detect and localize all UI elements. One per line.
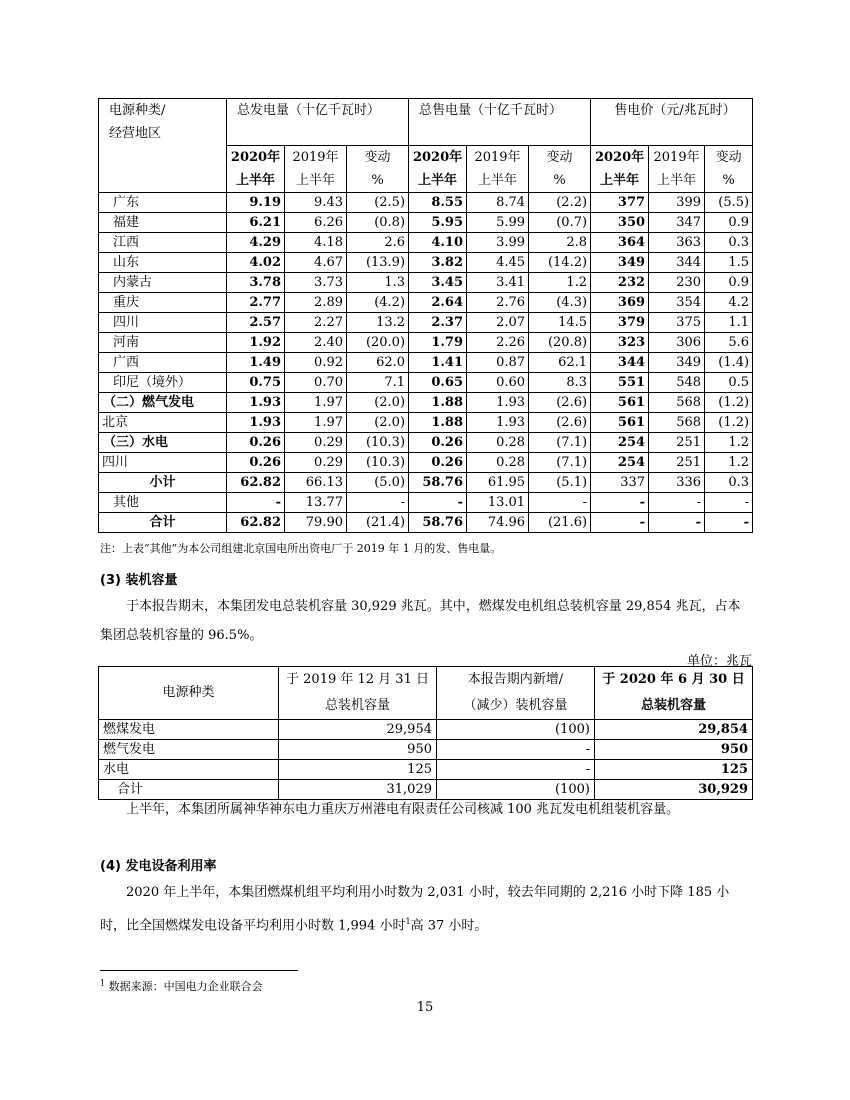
header-sold: 总售电量（十亿千瓦时） [409, 99, 591, 146]
subheader-2020h1: 2020年 上半年 [591, 146, 649, 193]
cell-value: 2.07 [467, 313, 529, 333]
cell-value: (21.6) [529, 513, 591, 533]
cell-value: (2.0) [347, 393, 409, 413]
cell-value: - [705, 493, 753, 513]
cell-value: 1.97 [285, 413, 347, 433]
cell-value: - [649, 493, 705, 513]
cell-value: 1.93 [227, 413, 285, 433]
footnote-ref: 1 [405, 917, 411, 926]
row-label: 印尼（境外） [99, 373, 227, 393]
generation-table [98, 98, 753, 533]
cell-value: 0.5 [705, 373, 753, 393]
cell-value: (4.2) [347, 293, 409, 313]
cell-value: 9.19 [227, 193, 285, 213]
cell-value: 0.65 [409, 373, 467, 393]
cell-value: 251 [649, 453, 705, 473]
cell-value: 251 [649, 433, 705, 453]
cell-value: 337 [591, 473, 649, 493]
cell-value: 4.67 [285, 253, 347, 273]
section-4-text-a: 2020 年上半年，本集团燃煤机组平均利用小时数为 2,031 小时，较去年同期的 2,216 小时下降 185 小时，比全国燃煤发电设备平均利用小时数 1,994 小时 [100, 885, 730, 934]
table-row [99, 373, 753, 393]
cell-value: 29,954 [279, 720, 437, 740]
cell-value: - [437, 740, 595, 760]
row-label: 北京 [99, 413, 227, 433]
header-source: 电源种类 [99, 667, 279, 720]
table-row [99, 273, 753, 293]
cell-value: - [409, 493, 467, 513]
table-row [99, 213, 753, 233]
cell-value: 62.0 [347, 353, 409, 373]
cell-value: 1.79 [409, 333, 467, 353]
cell-value: 4.45 [467, 253, 529, 273]
cell-value: (0.8) [347, 213, 409, 233]
cell-value: 1.88 [409, 413, 467, 433]
section-4-title: (4) 发电设备利用率 [100, 859, 217, 874]
subheader-2019h1: 2019年 上半年 [467, 146, 529, 193]
cell-value: 3.78 [227, 273, 285, 293]
page-number: 15 [416, 1000, 434, 1015]
cell-value: 13.77 [285, 493, 347, 513]
row-label: （三）水电 [99, 433, 227, 453]
table-row [99, 740, 753, 760]
cell-value: 306 [649, 333, 705, 353]
cell-value: 399 [649, 193, 705, 213]
table-row [99, 493, 753, 513]
cell-value: 9.43 [285, 193, 347, 213]
cell-value: 8.55 [409, 193, 467, 213]
cell-value: 14.5 [529, 313, 591, 333]
cell-value: 4.10 [409, 233, 467, 253]
cell-value: 0.26 [409, 433, 467, 453]
header-generation: 总发电量（十亿千瓦时） [227, 99, 409, 146]
row-label: 山东 [99, 253, 227, 273]
cell-value: 347 [649, 213, 705, 233]
subheader-2019h1: 2019年 上半年 [285, 146, 347, 193]
cell-value: (20.8) [529, 333, 591, 353]
header-source-region: 电源种类/ 经营地区 [99, 99, 227, 193]
cell-value: 5.99 [467, 213, 529, 233]
table-row [99, 453, 753, 473]
cell-value: 950 [279, 740, 437, 760]
footnote-mark: 1 [100, 978, 106, 988]
section-4-text-b: 高 37 小时。 [410, 918, 488, 934]
cell-value: 6.26 [285, 213, 347, 233]
cell-value: (10.3) [347, 433, 409, 453]
cell-value: 349 [591, 253, 649, 273]
cell-value: 0.92 [285, 353, 347, 373]
capacity-change-paragraph: 上半年，本集团所属神华神东电力重庆万州港电有限责任公司核减 100 兆瓦发电机组装机容量。 [126, 802, 680, 817]
cell-value: 2.27 [285, 313, 347, 333]
cell-value: 363 [649, 233, 705, 253]
cell-value: 1.97 [285, 393, 347, 413]
cell-value: 4.2 [705, 293, 753, 313]
cell-value: - [529, 493, 591, 513]
row-label: 广东 [99, 193, 227, 213]
cell-value: 350 [591, 213, 649, 233]
cell-value: 0.70 [285, 373, 347, 393]
row-label: 其他 [99, 493, 227, 513]
cell-value: 4.18 [285, 233, 347, 253]
cell-value: 2.6 [347, 233, 409, 253]
cell-value: 3.82 [409, 253, 467, 273]
cell-value: - [591, 493, 649, 513]
cell-value: (4.3) [529, 293, 591, 313]
cell-value: (2.5) [347, 193, 409, 213]
cell-value: 62.1 [529, 353, 591, 373]
cell-value: (100) [437, 780, 595, 800]
cell-value: 66.13 [285, 473, 347, 493]
cell-value: (20.0) [347, 333, 409, 353]
cell-value: 58.76 [409, 513, 467, 533]
row-label: 广西 [99, 353, 227, 373]
table-row [99, 720, 753, 740]
cell-value: 79.90 [285, 513, 347, 533]
cell-value: 0.26 [409, 453, 467, 473]
cell-value: 13.2 [347, 313, 409, 333]
header-price: 售电价（元/兆瓦时） [591, 99, 753, 146]
footnote [100, 978, 263, 994]
cell-value: 379 [591, 313, 649, 333]
cell-value: 7.1 [347, 373, 409, 393]
cell-value: 551 [591, 373, 649, 393]
cell-value: 2.64 [409, 293, 467, 313]
row-label: 合计 [99, 780, 279, 800]
cell-value: (5.1) [529, 473, 591, 493]
cell-value: (21.4) [347, 513, 409, 533]
cell-value: (2.2) [529, 193, 591, 213]
cell-value: 1.41 [409, 353, 467, 373]
cell-value: 323 [591, 333, 649, 353]
cell-value: 4.29 [227, 233, 285, 253]
cell-value: 0.87 [467, 353, 529, 373]
cell-value: 8.3 [529, 373, 591, 393]
cell-value: 2.8 [529, 233, 591, 253]
cell-value: 3.99 [467, 233, 529, 253]
header-row [99, 667, 753, 720]
table-row [99, 473, 753, 493]
cell-value: 375 [649, 313, 705, 333]
cell-value: - [227, 493, 285, 513]
table-row [99, 233, 753, 253]
section-3-paragraph: 于本报告期末，本集团发电总装机容量 30,929 兆瓦。其中，燃煤发电机组总装机容量 29,854 兆瓦，占本集团总装机容量的 96.5%。 [100, 599, 741, 643]
cell-value: 1.1 [705, 313, 753, 333]
cell-value: 561 [591, 413, 649, 433]
row-label: 河南 [99, 333, 227, 353]
row-label: （二）燃气发电 [99, 393, 227, 413]
subheader-change: 变动 % [705, 146, 753, 193]
capacity-table [98, 666, 753, 800]
cell-value: 2.26 [467, 333, 529, 353]
cell-value: 1.2 [705, 433, 753, 453]
cell-value: (5.0) [347, 473, 409, 493]
cell-value: (13.9) [347, 253, 409, 273]
cell-value: (2.6) [529, 393, 591, 413]
cell-value: 354 [649, 293, 705, 313]
cell-value: (1.4) [705, 353, 753, 373]
header-capacity-2020: 于 2020 年 6 月 30 日 总装机容量 [595, 667, 753, 720]
cell-value: 62.82 [227, 513, 285, 533]
table-row [99, 413, 753, 433]
cell-value: 62.82 [227, 473, 285, 493]
table-row [99, 333, 753, 353]
row-label: 四川 [99, 453, 227, 473]
row-label: 四川 [99, 313, 227, 333]
cell-value: 1.93 [467, 393, 529, 413]
cell-value: 0.28 [467, 453, 529, 473]
cell-value: 336 [649, 473, 705, 493]
cell-value: 1.93 [467, 413, 529, 433]
cell-value: - [649, 513, 705, 533]
cell-value: (7.1) [529, 453, 591, 473]
cell-value: 31,029 [279, 780, 437, 800]
cell-value: 254 [591, 433, 649, 453]
row-label: 合计 [99, 513, 227, 533]
cell-value: 74.96 [467, 513, 529, 533]
cell-value: (1.2) [705, 393, 753, 413]
cell-value: (14.2) [529, 253, 591, 273]
footnote-text: 数据来源：中国电力企业联合会 [108, 980, 263, 993]
table-row [99, 353, 753, 373]
cell-value: (7.1) [529, 433, 591, 453]
cell-value: 232 [591, 273, 649, 293]
cell-value: 568 [649, 413, 705, 433]
cell-value: 254 [591, 453, 649, 473]
cell-value: 1.88 [409, 393, 467, 413]
header-capacity-change: 本报告期内新增/ （减少）装机容量 [437, 667, 595, 720]
cell-value: 0.29 [285, 433, 347, 453]
row-label: 燃煤发电 [99, 720, 279, 740]
cell-value: (100) [437, 720, 595, 740]
cell-value: 5.95 [409, 213, 467, 233]
cell-value: 344 [591, 353, 649, 373]
cell-value: 3.45 [409, 273, 467, 293]
footnote-divider [100, 970, 298, 971]
cell-value: 2.76 [467, 293, 529, 313]
table-row [99, 513, 753, 533]
cell-value: 0.3 [705, 233, 753, 253]
table-row [99, 760, 753, 780]
cell-value: 0.60 [467, 373, 529, 393]
subheader-2020h1: 2020年 上半年 [409, 146, 467, 193]
cell-value: 950 [595, 740, 753, 760]
cell-value: 1.93 [227, 393, 285, 413]
subheader-2019h1: 2019年 上半年 [649, 146, 705, 193]
cell-value: - [705, 513, 753, 533]
cell-value: 4.02 [227, 253, 285, 273]
row-label: 内蒙古 [99, 273, 227, 293]
cell-value: 568 [649, 393, 705, 413]
cell-value: 0.26 [227, 453, 285, 473]
cell-value: 125 [595, 760, 753, 780]
cell-value: 349 [649, 353, 705, 373]
table-row [99, 313, 753, 333]
cell-value: 125 [279, 760, 437, 780]
cell-value: 2.77 [227, 293, 285, 313]
cell-value: 0.29 [285, 453, 347, 473]
row-label: 水电 [99, 760, 279, 780]
cell-value: 364 [591, 233, 649, 253]
cell-value: 0.9 [705, 273, 753, 293]
cell-value: 6.21 [227, 213, 285, 233]
cell-value: 2.40 [285, 333, 347, 353]
cell-value: (2.6) [529, 413, 591, 433]
cell-value: 58.76 [409, 473, 467, 493]
cell-value: 0.3 [705, 473, 753, 493]
cell-value: 377 [591, 193, 649, 213]
cell-value: 3.73 [285, 273, 347, 293]
cell-value: - [437, 760, 595, 780]
cell-value: 2.57 [227, 313, 285, 333]
cell-value: (1.2) [705, 413, 753, 433]
cell-value: 1.49 [227, 353, 285, 373]
cell-value: 0.28 [467, 433, 529, 453]
cell-value: 0.75 [227, 373, 285, 393]
cell-value: (0.7) [529, 213, 591, 233]
cell-value: 369 [591, 293, 649, 313]
header-row [99, 99, 753, 146]
cell-value: 548 [649, 373, 705, 393]
row-label: 燃气发电 [99, 740, 279, 760]
cell-value: - [347, 493, 409, 513]
row-label: 福建 [99, 213, 227, 233]
cell-value: (2.0) [347, 413, 409, 433]
unit-label: 单位：兆瓦 [686, 654, 752, 669]
row-label: 江西 [99, 233, 227, 253]
cell-value: (10.3) [347, 453, 409, 473]
row-label: 重庆 [99, 293, 227, 313]
table-row [99, 193, 753, 213]
cell-value: - [591, 513, 649, 533]
cell-value: 61.95 [467, 473, 529, 493]
cell-value: 5.6 [705, 333, 753, 353]
cell-value: 0.9 [705, 213, 753, 233]
table-row [99, 433, 753, 453]
cell-value: 561 [591, 393, 649, 413]
cell-value: 1.3 [347, 273, 409, 293]
cell-value: 1.2 [705, 453, 753, 473]
cell-value: 1.5 [705, 253, 753, 273]
table-note: 注：上表“其他”为本公司组建北京国电所出资电厂于 2019 年 1 月的发、售电量。 [100, 542, 502, 555]
table-row [99, 393, 753, 413]
section-4-paragraph [100, 878, 752, 940]
cell-value: 1.2 [529, 273, 591, 293]
cell-value: 1.92 [227, 333, 285, 353]
cell-value: 3.41 [467, 273, 529, 293]
cell-value: 30,929 [595, 780, 753, 800]
cell-value: 344 [649, 253, 705, 273]
cell-value: 13.01 [467, 493, 529, 513]
cell-value: 2.37 [409, 313, 467, 333]
cell-value: 0.26 [227, 433, 285, 453]
subheader-change: 变动 % [529, 146, 591, 193]
subheader-2020h1: 2020年 上半年 [227, 146, 285, 193]
table-row [99, 293, 753, 313]
cell-value: 230 [649, 273, 705, 293]
row-label: 小计 [99, 473, 227, 493]
table-row [99, 253, 753, 273]
cell-value: 8.74 [467, 193, 529, 213]
cell-value: (5.5) [705, 193, 753, 213]
cell-value: 29,854 [595, 720, 753, 740]
header-capacity-2019: 于 2019 年 12 月 31 日 总装机容量 [279, 667, 437, 720]
section-3-title: (3) 装机容量 [100, 573, 178, 588]
cell-value: 2.89 [285, 293, 347, 313]
subheader-change: 变动 % [347, 146, 409, 193]
